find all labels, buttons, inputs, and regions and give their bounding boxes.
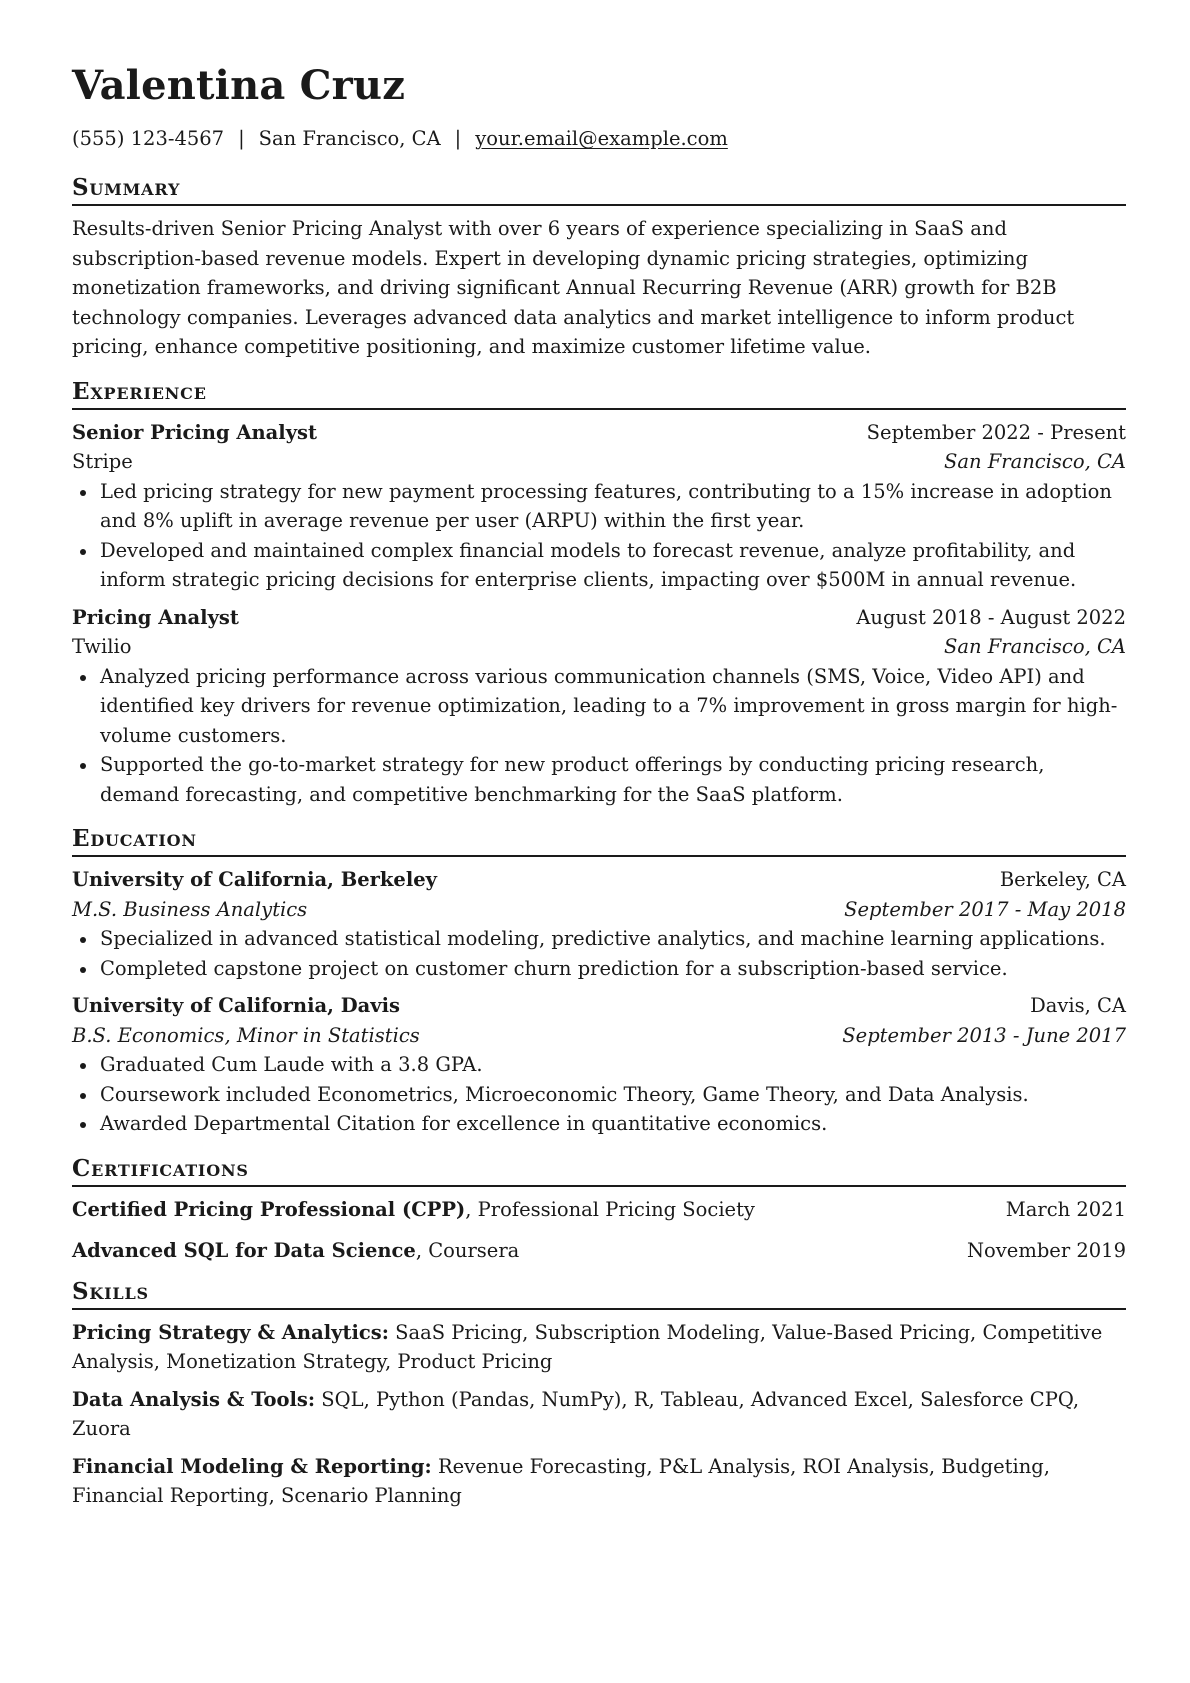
cert-date: November 2019 xyxy=(966,1239,1126,1262)
job-bullets xyxy=(72,477,1126,595)
job-bullets xyxy=(72,662,1126,810)
skill-text: SQL, Python (Pandas, NumPy), R, Tableau, Advanced Excel, Salesforce CPQ, Zuora xyxy=(72,1387,1080,1440)
section-title-skills: Skills xyxy=(72,1278,1126,1310)
bullet-icon xyxy=(80,1093,86,1099)
experience-section xyxy=(72,378,1126,810)
bullet-icon xyxy=(80,1122,86,1128)
list-item xyxy=(72,1109,1126,1139)
bullet-text: Developed and maintained complex financial models to forecast revenue, analyze profitability, and inform strategic pricing decisions for enterprise clients, impacting over $500M in annual revenue. xyxy=(100,538,1077,591)
certifications-section xyxy=(72,1155,1126,1266)
bullet-text: Specialized in advanced statistical modeling, predictive analytics, and machine learning applications. xyxy=(100,927,1106,950)
phone-number: (555) 123-4567 xyxy=(72,127,225,150)
school-entry xyxy=(72,991,1126,1139)
section-title-education: Education xyxy=(72,825,1126,857)
school-entry xyxy=(72,865,1126,983)
job-company: Twilio xyxy=(72,635,132,658)
bullet-text: Analyzed pricing performance across various communication channels (SMS, Voice, Video API) and identified key drivers for revenue optimization, leading to a 7% improvement in gross margin for high-volume customers. xyxy=(100,664,1118,747)
bullet-icon xyxy=(80,549,86,555)
list-item xyxy=(72,750,1126,809)
school-name: University of California, Berkeley xyxy=(72,868,437,891)
bullet-text: Supported the go-to-market strategy for new product offerings by conducting pricing research, demand forecasting, and competitive benchmarking for the SaaS platform. xyxy=(100,753,1045,806)
job-location: San Francisco, CA xyxy=(943,450,1126,473)
skill-text: SaaS Pricing, Subscription Modeling, Value-Based Pricing, Competitive Analysis, Monetization Strategy, Product Pricing xyxy=(72,1320,1103,1373)
location: San Francisco, CA xyxy=(258,127,441,150)
bullet-icon xyxy=(80,490,86,496)
job-company: Stripe xyxy=(72,450,133,473)
bullet-text: Coursework included Econometrics, Microeconomic Theory, Game Theory, and Data Analysis. xyxy=(100,1082,1029,1106)
bullet-text: Led pricing strategy for new payment processing features, contributing to a 15% increase in adoption and 8% uplift in average revenue per user (ARPU) within the first year. xyxy=(100,479,1112,532)
section-title-summary: Summary xyxy=(72,174,1126,206)
degree: M.S. Business Analytics xyxy=(72,897,308,921)
contact-separator: | xyxy=(238,127,245,150)
cert-name: Advanced SQL for Data Science xyxy=(72,1239,416,1262)
bullet-icon xyxy=(80,675,86,681)
list-item xyxy=(72,924,1126,954)
skill-label: Financial Modeling & Reporting: xyxy=(72,1454,432,1478)
cert-name: Certified Pricing Professional (CPP) xyxy=(72,1197,466,1221)
skill-text: Revenue Forecasting, P&L Analysis, ROI Analysis, Budgeting, Financial Reporting, Scenario Planning xyxy=(72,1454,1050,1507)
bullet-icon xyxy=(80,967,86,973)
summary-text: Results-driven Senior Pricing Analyst with over 6 years of experience specializing in SaaS and subscription-based revenue models. Expert in developing dynamic pricing strategies, optimizing monetization frameworks, and driving significant Annual Recurring Revenue (ARR) growth for B2B technology companies. Leverages advanced data analytics and market intelligence to inform product pricing, enhance competitive positioning, and maximize customer lifetime value. xyxy=(72,217,1075,358)
list-item xyxy=(72,1080,1126,1110)
skill-label: Pricing Strategy & Analytics: xyxy=(72,1320,389,1344)
school-bullets xyxy=(72,924,1126,983)
job-dates: August 2018 - August 2022 xyxy=(856,605,1126,629)
skill-group xyxy=(72,1452,1126,1511)
bullet-text: Completed capstone project on customer churn prediction for a subscription-based service. xyxy=(100,956,1008,980)
list-item xyxy=(72,1050,1126,1080)
list-item xyxy=(72,536,1126,595)
skills-section xyxy=(72,1278,1126,1511)
list-item xyxy=(72,477,1126,536)
resume-page xyxy=(72,60,1126,1519)
school-dates: September 2017 - May 2018 xyxy=(844,897,1126,921)
contact-line xyxy=(72,126,1126,152)
list-item xyxy=(72,954,1126,984)
bullet-icon xyxy=(80,937,86,943)
degree: B.S. Economics, Minor in Statistics xyxy=(72,1023,420,1047)
bullet-text: Awarded Departmental Citation for excellence in quantitative economics. xyxy=(100,1112,828,1135)
bullet-icon xyxy=(80,1063,86,1069)
cert-date: March 2021 xyxy=(1005,1197,1126,1221)
contact-separator: | xyxy=(454,127,462,150)
school-name: University of California, Davis xyxy=(72,994,400,1017)
cert-issuer: , Coursera xyxy=(415,1239,520,1262)
certification-row xyxy=(72,1195,1126,1225)
skill-label: Data Analysis & Tools: xyxy=(72,1387,316,1411)
candidate-name: Valentina Cruz xyxy=(72,62,406,109)
school-location: Berkeley, CA xyxy=(999,868,1126,891)
bullet-text: Graduated Cum Laude with a 3.8 GPA. xyxy=(100,1053,483,1076)
email-link[interactable]: your.email@example.com xyxy=(475,127,728,150)
skill-group xyxy=(72,1318,1126,1377)
school-bullets xyxy=(72,1050,1126,1139)
job-dates: September 2022 - Present xyxy=(866,420,1126,444)
cert-issuer: , Professional Pricing Society xyxy=(465,1197,755,1221)
job-entry xyxy=(72,603,1126,810)
bullet-icon xyxy=(80,763,86,769)
section-title-experience: Experience xyxy=(72,378,1126,410)
section-title-certifications: Certifications xyxy=(72,1155,1126,1187)
job-role: Senior Pricing Analyst xyxy=(72,420,318,444)
list-item xyxy=(72,662,1126,751)
job-entry xyxy=(72,418,1126,595)
summary-section xyxy=(72,174,1126,362)
education-section xyxy=(72,825,1126,1139)
school-dates: September 2013 - June 2017 xyxy=(842,1023,1126,1047)
skill-group xyxy=(72,1385,1126,1444)
school-location: Davis, CA xyxy=(1030,994,1126,1017)
job-location: San Francisco, CA xyxy=(943,635,1126,658)
certification-row xyxy=(72,1236,1126,1266)
job-role: Pricing Analyst xyxy=(72,605,239,629)
